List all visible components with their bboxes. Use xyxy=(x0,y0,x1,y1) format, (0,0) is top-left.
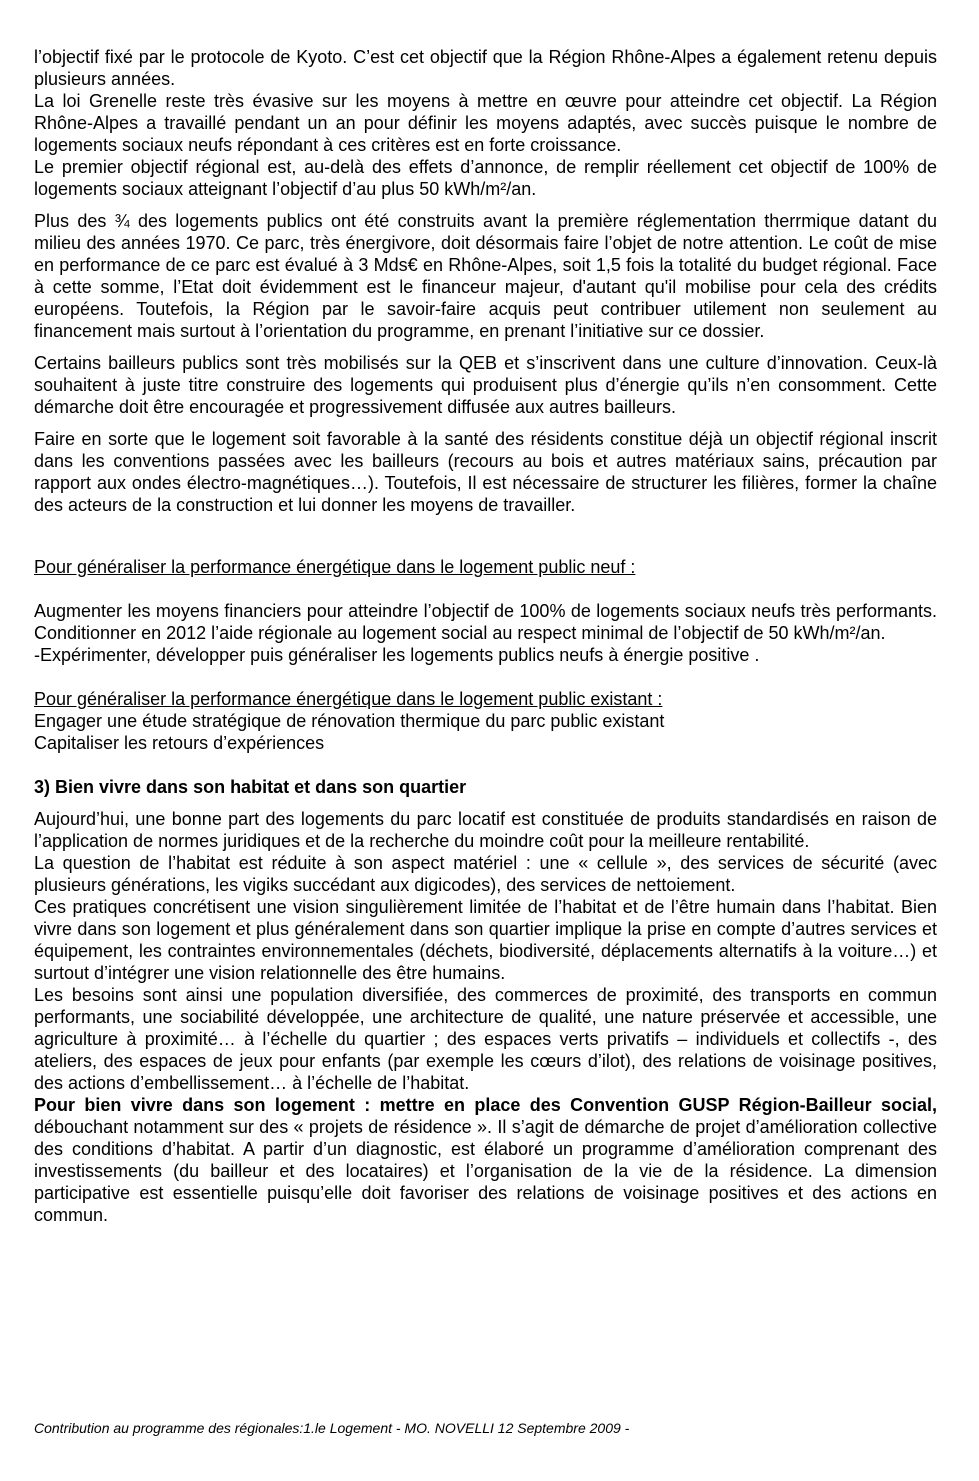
paragraph-parc-locatif: Aujourd’hui, une bonne part des logements du parc locatif est constituée de produits standardisés en raison de l’application de normes juridiques et de la recherche du moindre coût pour la meilleure rentabilité. xyxy=(34,809,937,851)
paragraph-energie-positive: -Expérimenter, développer puis généraliser les logements publics neufs à énergie positive . xyxy=(34,645,760,665)
paragraph-bailleurs-qeb: Certains bailleurs publics sont très mobilisés sur la QEB et s’inscrivent dans une culture d’innovation. Ceux-là souhaitent à juste titre construire des logements qui produisent plus d’énergie qu’ils n’en consomment. Cette démarche doit être encouragée et progressivement diffusée aux autres bailleurs. xyxy=(34,353,937,417)
heading-logement-existant: Pour généraliser la performance énergétique dans le logement public existant : xyxy=(34,689,663,709)
paragraph-objectif-regional: Le premier objectif régional est, au-delà des effets d’annonce, de remplir réellement cet objectif de 100% de logements sociaux atteignant l’objectif d’au plus 50 kWh/m²/an. xyxy=(34,157,937,199)
paragraph-kyoto: l’objectif fixé par le protocole de Kyoto. C’est cet objectif que la Région Rhône-Alpes a également retenu depuis plusieurs années. xyxy=(34,47,937,89)
paragraph-pratiques: Ces pratiques concrétisent une vision singulièrement limitée de l’habitat et de l’être humain dans l’habitat. Bien vivre dans son logement et plus généralement dans son quartier implique la prise en compte d’autres services et équipement, les contraintes environnementales (déchets, biodiversité, déplacements alternatifs à la voiture…) et surtout d’intégrer une vision relationnelle des être humains. xyxy=(34,897,937,983)
heading-logement-neuf: Pour généraliser la performance énergétique dans le logement public neuf : xyxy=(34,557,636,577)
paragraph-etude-strategique: Engager une étude stratégique de rénovation thermique du parc public existant xyxy=(34,711,665,731)
page-footer: Contribution au programme des régionales:1.le Logement - MO. NOVELLI 12 Septembre 2009 - xyxy=(34,1420,630,1436)
paragraph-convention-gusp xyxy=(34,1094,937,1226)
paragraph-besoins: Les besoins sont ainsi une population diversifiée, des commerces de proximité, des transports en commun performants, une sociabilité développée, une architecture de qualité, une nature préservée et accessible, une agriculture à proximité… à l’échelle du quartier ; des espaces verts privatifs – individuels et collectifs -, des ateliers, des espaces de jeux pour enfants (par exemple les cœurs d’ilot), des relations de voisinage positives, des actions d’embellissement… à l’échelle de l’habitat. xyxy=(34,985,937,1093)
paragraph-logements-publics: Plus des ¾ des logements publics ont été construits avant la première réglementation therrmique datant du milieu des années 1970. Ce parc, très énergivore, doit désormais faire l’objet de notre attention. Le coût de mise en performance de ce parc est évalué à 3 Mds€ en Rhône-Alpes, soit 1,5 fois la totalité du budget régional. Face à cette somme, l’Etat doit évidemment est le financeur majeur, d'autant qu'il mobilise pour cela des crédits européens. Toutefois, la Région par le savoir-faire acquis peut contribuer utilement non seulement au financement mais surtout à l’orientation du programme, en prenant l’initiative sur ce dossier. xyxy=(34,211,937,341)
paragraph-question-habitat: La question de l’habitat est réduite à son aspect matériel : une « cellule », des services de sécurité (avec plusieurs générations, les vigiks succédant aux digicodes), des services de nettoiement. xyxy=(34,853,937,895)
paragraph-retours-experiences: Capitaliser les retours d’expériences xyxy=(34,733,325,753)
convention-gusp-text: débouchant notamment sur des « projets de résidence ». Il s’agit de démarche de projet d’amélioration collective des conditions d’habitat. A partir d’un diagnostic, est élaboré un programme d’amélioration comprenant des investissements (du bailleur et des locataires) et l’organisation de la vie de la résidence. La dimension participative est essentielle puisqu’elle doit favoriser des relations de voisinage positives et des actions en commun. xyxy=(34,1117,937,1225)
paragraph-grenelle: La loi Grenelle reste très évasive sur les moyens à mettre en œuvre pour atteindre cet objectif. La Région Rhône-Alpes a travaillé pendant un an pour définir les moyens adaptés, avec succès puisque le nombre de logements sociaux neufs répondant à ces critères est en forte croissance. xyxy=(34,91,937,155)
paragraph-moyens-financiers: Augmenter les moyens financiers pour atteindre l’objectif de 100% de logements sociaux neufs très performants. Conditionner en 2012 l’aide régionale au logement social au respect minimal de l’objectif de 50 kWh/m²/an. xyxy=(34,601,937,643)
paragraph-sante-residents: Faire en sorte que le logement soit favorable à la santé des résidents constitue déjà un objectif régional inscrit dans les conventions passées avec les bailleurs (recours au bois et autres matériaux sains, précaution par rapport aux ondes électro-magnétiques…). Toutefois, Il est nécessaire de structurer les filières, former la chaîne des acteurs de la construction et lui donner les moyens de travailler. xyxy=(34,429,937,515)
convention-gusp-lead: Pour bien vivre dans son logement : mettre en place des Convention GUSP Région-Bailleur social, xyxy=(34,1095,937,1115)
section-heading-bien-vivre: 3) Bien vivre dans son habitat et dans son quartier xyxy=(34,777,467,797)
